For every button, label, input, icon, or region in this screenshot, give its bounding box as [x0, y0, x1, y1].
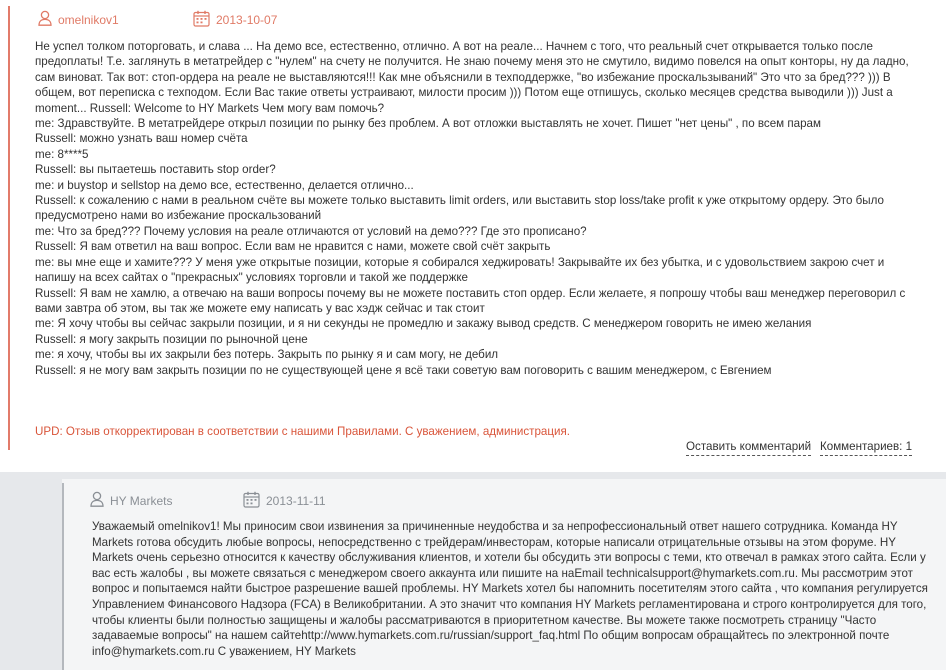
review-author: [38, 10, 119, 29]
review-text: [35, 39, 925, 378]
review-date-text: 2013-10-07: [216, 13, 278, 27]
review-line: Russell: я могу закрыть позиции по рыночной цене: [35, 332, 308, 346]
user-icon: [90, 491, 104, 510]
reply-date: [243, 491, 326, 511]
review-line: me: вы мне еще и хамите??? У меня уже открытые позиции, которые я собирался хеджировать! Закрывайте их без убытка, и с удовольствием закрою счет и напишу на всех сайтах о "прекрасных" условиях торговли и такой же поддержке: [35, 255, 885, 285]
reply-text: Уважаемый omelnikov1! Мы приносим свои извинения за причиненные неудобства и за непрофессиональный ответ нашего сотрудника. Команда HY Markets готова обсудить любые вопросы, непосредственно с трейдерам/инвесторам, которые написали отрицательные отзывы на этом форуме. HY Markets очень серьезно относится к качеству обслуживания клиентов, и хотели бы обсудить эти вопросы с теми, кто отвечал в рамках этого сайта. Если у вас есть жалобы , вы можете связаться с менеджером своего аккаунта или пишите на наEmail technicalsupport@hymarkets.com.ru. Мы рассмотрим этот вопрос и попытаемся найти быстрое разрешение вашей проблемы. HY Markets хотел бы напомнить посетителям этого сайта , что компания регулируется Управлением Финансового Надзора (FCA) в Великобритании. А это значит что компания HY Markets регламентирована и строго контролируется для того, чтобы клиенты были полностью защищены и жалобы рассматриваются в приоритетном качестве. Вы можете также посмотреть страницу "Часто задаваемые вопросы" на нашем сайтеhttp://www.hymarkets.com.ru/russian/support_faq.html По общим вопросам обращайтесь по электронной почте info@hymarkets.com.ru С уважением, HY Markets: [92, 520, 928, 658]
calendar-icon: [193, 10, 210, 30]
user-icon: [38, 10, 52, 29]
review-line: Russell: можно узнать ваш номер счёта: [35, 132, 248, 146]
review-line: me: я хочу, чтобы вы их закрыли без потерь. Закрыть по рынку я и сам могу, не дебил: [35, 348, 499, 362]
reply-author-name: HY Markets: [110, 493, 173, 508]
review-line: me: 8****5: [35, 147, 89, 161]
review-line: me: Я хочу чтобы вы сейчас закрыли позиции, и я ни секунды не промедлю и закажу вывод средств. С менеджером говорить не имею желания: [35, 317, 812, 331]
review-line: Не успел толком поторговать, и слава ... На демо все, естественно, отлично. А вот на реале... Начнем с того, что реальный счет открывается только после предоплаты! Т.е. заглянуть в метатрейдер с "нулем" на счету не получится. Не знаю почему меня это не смутило, видимо повелся на опыт конторы, ну да ладно, сам виноват. Так вот: стоп-ордера на реале не выставляются!!! Как мне объяснили в техподдержке, "во избежание проскальзываний" Это что за бред??? ))) В общем, вот переписка с техподом. Если Вас такие ответы устраивают, милости просим ))) Потом еще отпишусь, сколько месяцев средства выводили ))) Just a moment... Russell: Welcome to HY Markets Чем могу вам помочь?: [35, 40, 909, 115]
reply-accent-bar: [62, 483, 64, 670]
moderation-note: UPD: Отзыв откорректирован в соответствии с нашими Правилами. С уважением, администрация.: [35, 425, 570, 438]
calendar-icon: [243, 491, 260, 511]
review-line: Russell: вы пытаетешь поставить stop order?: [35, 163, 276, 177]
comments-count-label[interactable]: Комментариев: 1: [820, 440, 912, 456]
review-line: Russell: Я вам ответил на ваш вопрос. Если вам не нравится с нами, можете свой счёт закрыть: [35, 240, 551, 254]
review-accent-bar: [8, 6, 10, 450]
review-line: Russell: Я вам не хамлю, а отвечаю на ваши вопросы почему вы не можете поставить стоп ордер. Если желаете, я попрошу чтобы ваш менеджер переговорил с вами завтра об этом, вы так же можете ему написать у вас хэдж сейчас и так стоит: [35, 286, 906, 315]
reply-date-text: 2013-11-11: [266, 494, 326, 508]
review-line: me: Здравствуйте. В метатрейдере открыл позиции по рынку без проблем. А вот отложки выставлять не хочет. Пишет "нет цены" , по всем парам: [35, 117, 821, 131]
leave-comment-link[interactable]: [686, 440, 811, 453]
review-date: [193, 10, 277, 30]
review-line: Russell: я не могу вам закрыть позиции по не существующей цене я всё таки советую вам поговорить с вашим менеджером, с Евгением: [35, 363, 772, 377]
review-line: me: Что за бред??? Почему условия на реале отличаются от условий на демо??? Где это прописано?: [35, 224, 587, 238]
review-line: Russell: к сожалению с нами в реальном счёте вы можете только выставить limit orders, или выставить stop loss/take profit к уже открытому ордеру. Это было предусмотрено нами во избежание проскальзований: [35, 194, 884, 223]
reply-author: [90, 491, 172, 510]
comments-count-link[interactable]: [820, 440, 912, 453]
review-line: me: и buystop и sellstop на демо все, естественно, делается отлично...: [35, 178, 414, 192]
leave-comment-label[interactable]: Оставить комментарий: [686, 440, 811, 456]
review-author-name[interactable]: omelnikov1: [58, 12, 119, 27]
